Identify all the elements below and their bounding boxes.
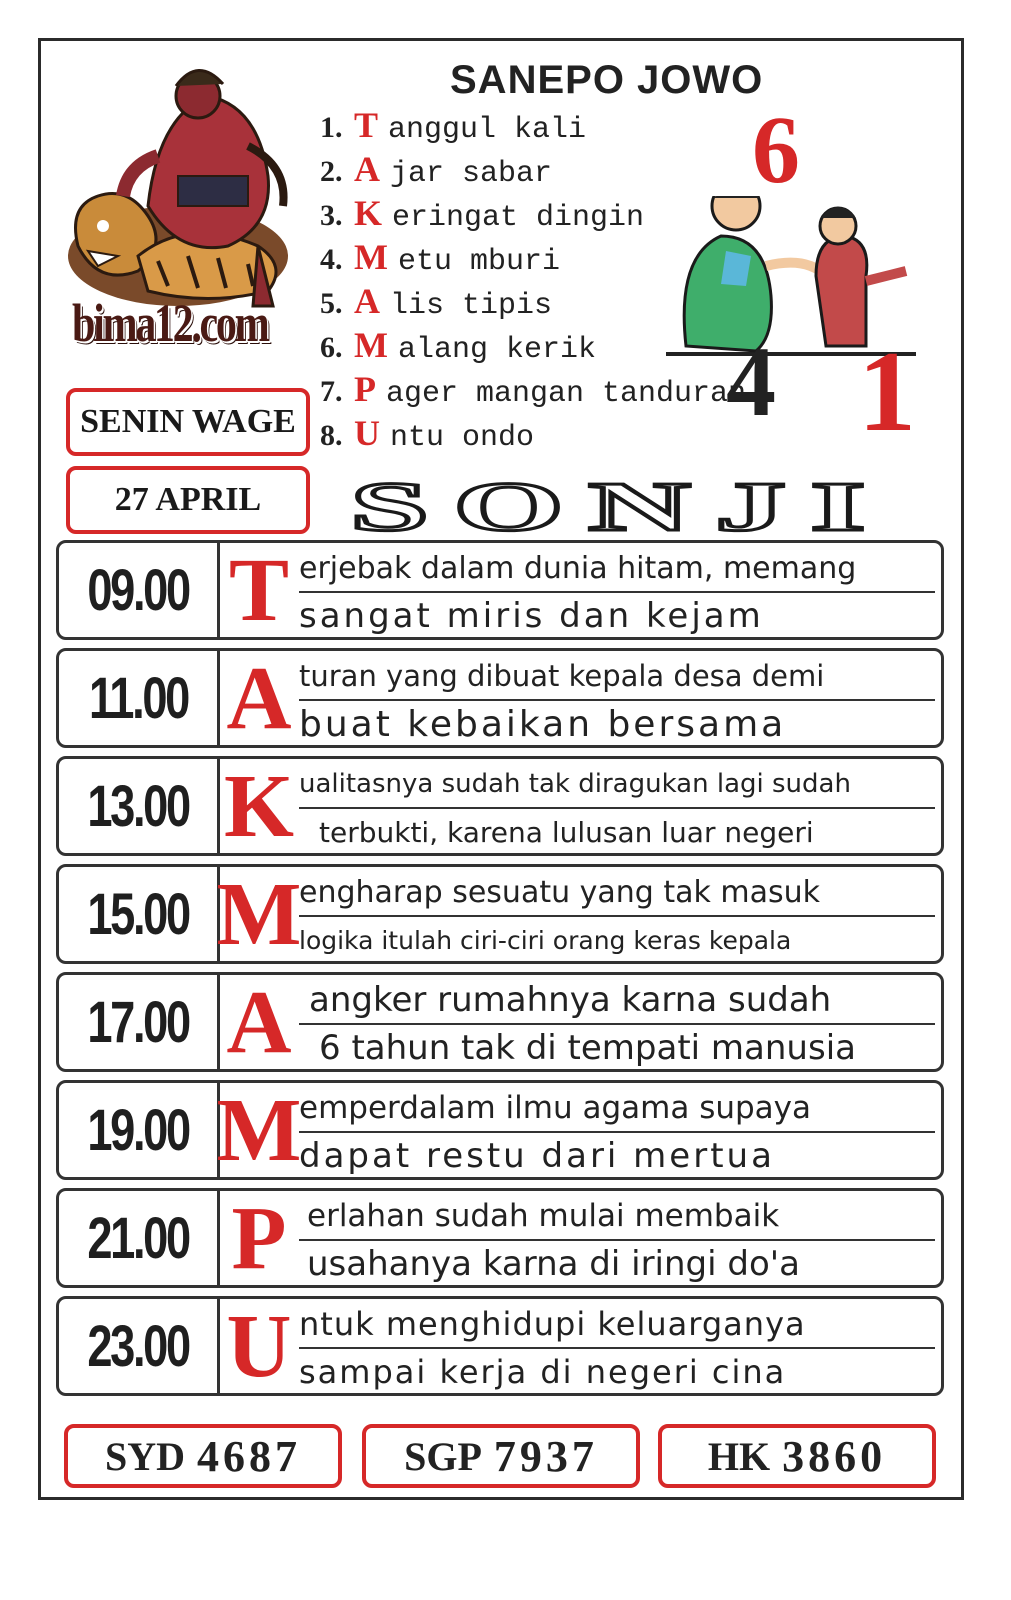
prediction-row	[56, 864, 944, 964]
prediction-row	[56, 1188, 944, 1288]
list-item: 2. A jar sabar	[320, 149, 553, 191]
prediction-row	[56, 756, 944, 856]
prediction-row	[56, 1080, 944, 1180]
date-box: 27 APRIL	[66, 466, 310, 534]
initial-letter: A	[226, 972, 292, 1072]
result-box-hk	[658, 1424, 936, 1488]
prediction-row	[56, 972, 944, 1072]
initial-letter: T	[228, 540, 290, 640]
result-box-syd	[64, 1424, 342, 1488]
time-label: 19.00	[59, 1083, 220, 1177]
result-box-sgp	[362, 1424, 640, 1488]
text-line-2: dapat restu dari mertua	[299, 1136, 775, 1176]
time-label: 15.00	[59, 867, 220, 961]
sonji-banner	[346, 472, 894, 540]
text-line-1: erlahan sudah mulai membaik	[299, 1193, 935, 1241]
time-label: 13.00	[59, 759, 220, 853]
result-value: 7937	[493, 1431, 598, 1481]
text-line-2: logika itulah ciri-ciri orang keras kepala	[299, 925, 792, 955]
initial-letter: K	[223, 756, 294, 856]
text-line-2: buat kebaikan bersama	[299, 703, 787, 745]
warrior-tiger-illustration	[58, 56, 308, 316]
list-item: 5. A lis tipis	[320, 281, 553, 323]
text-line-2: usahanya karna di iringi do'a	[307, 1244, 800, 1284]
time-label: 11.00	[59, 651, 220, 745]
number-top: 6	[752, 96, 800, 203]
number-right: 1	[858, 328, 916, 456]
day-box: SENIN WAGE	[66, 388, 310, 456]
prediction-row	[56, 648, 944, 748]
result-label: SYD	[104, 1433, 186, 1479]
time-label: 23.00	[59, 1299, 220, 1393]
time-label: 21.00	[59, 1191, 220, 1285]
time-label: 09.00	[59, 543, 220, 637]
result-label: SGP	[404, 1433, 482, 1479]
result-value: 4687	[197, 1431, 302, 1481]
text-line-1: angker rumahnya karna sudah	[299, 977, 935, 1025]
list-item: 8. U ntu ondo	[320, 413, 535, 455]
text-line-1: turan yang dibuat kepala desa demi	[299, 653, 935, 701]
text-line-1: engharap sesuatu yang tak masuk	[299, 869, 935, 917]
list-item: 1. T anggul kali	[320, 105, 587, 147]
page-title: SANEPO JOWO	[450, 58, 764, 102]
list-item: 6. M alang kerik	[320, 325, 597, 367]
initial-letter: U	[226, 1296, 292, 1396]
prediction-row	[56, 540, 944, 640]
initial-letter: M	[216, 1080, 302, 1180]
text-line-1: ualitasnya sudah tak diragukan lagi sudah	[299, 761, 935, 809]
time-label: 17.00	[59, 975, 220, 1069]
initial-letter: M	[216, 864, 302, 964]
text-line-1: erjebak dalam dunia hitam, memang	[299, 545, 935, 593]
initial-letter: P	[231, 1188, 287, 1288]
list-item: 4. M etu mburi	[320, 237, 561, 279]
result-value: 3860	[782, 1431, 887, 1481]
text-line-2: sangat miris dan kejam	[299, 596, 764, 636]
prediction-row	[56, 1296, 944, 1396]
text-line-2: 6 tahun tak di tempati manusia	[319, 1028, 856, 1068]
list-item: 7. P ager mangan tanduran	[320, 369, 747, 411]
sonji-text: SONJI	[350, 472, 890, 540]
list-item: 3. K eringat dingin	[320, 193, 645, 235]
result-label: HK	[707, 1433, 771, 1479]
text-line-2: sampai kerja di negeri cina	[299, 1353, 787, 1391]
text-line-1: ntuk menghidupi keluarganya	[299, 1301, 935, 1349]
initial-letter: A	[226, 648, 292, 748]
text-line-2: terbukti, karena lulusan luar negeri	[319, 815, 814, 849]
site-logo-text: bima12.com	[72, 293, 268, 353]
number-left: 4	[726, 326, 776, 437]
text-line-1: emperdalam ilmu agama supaya	[299, 1085, 935, 1133]
